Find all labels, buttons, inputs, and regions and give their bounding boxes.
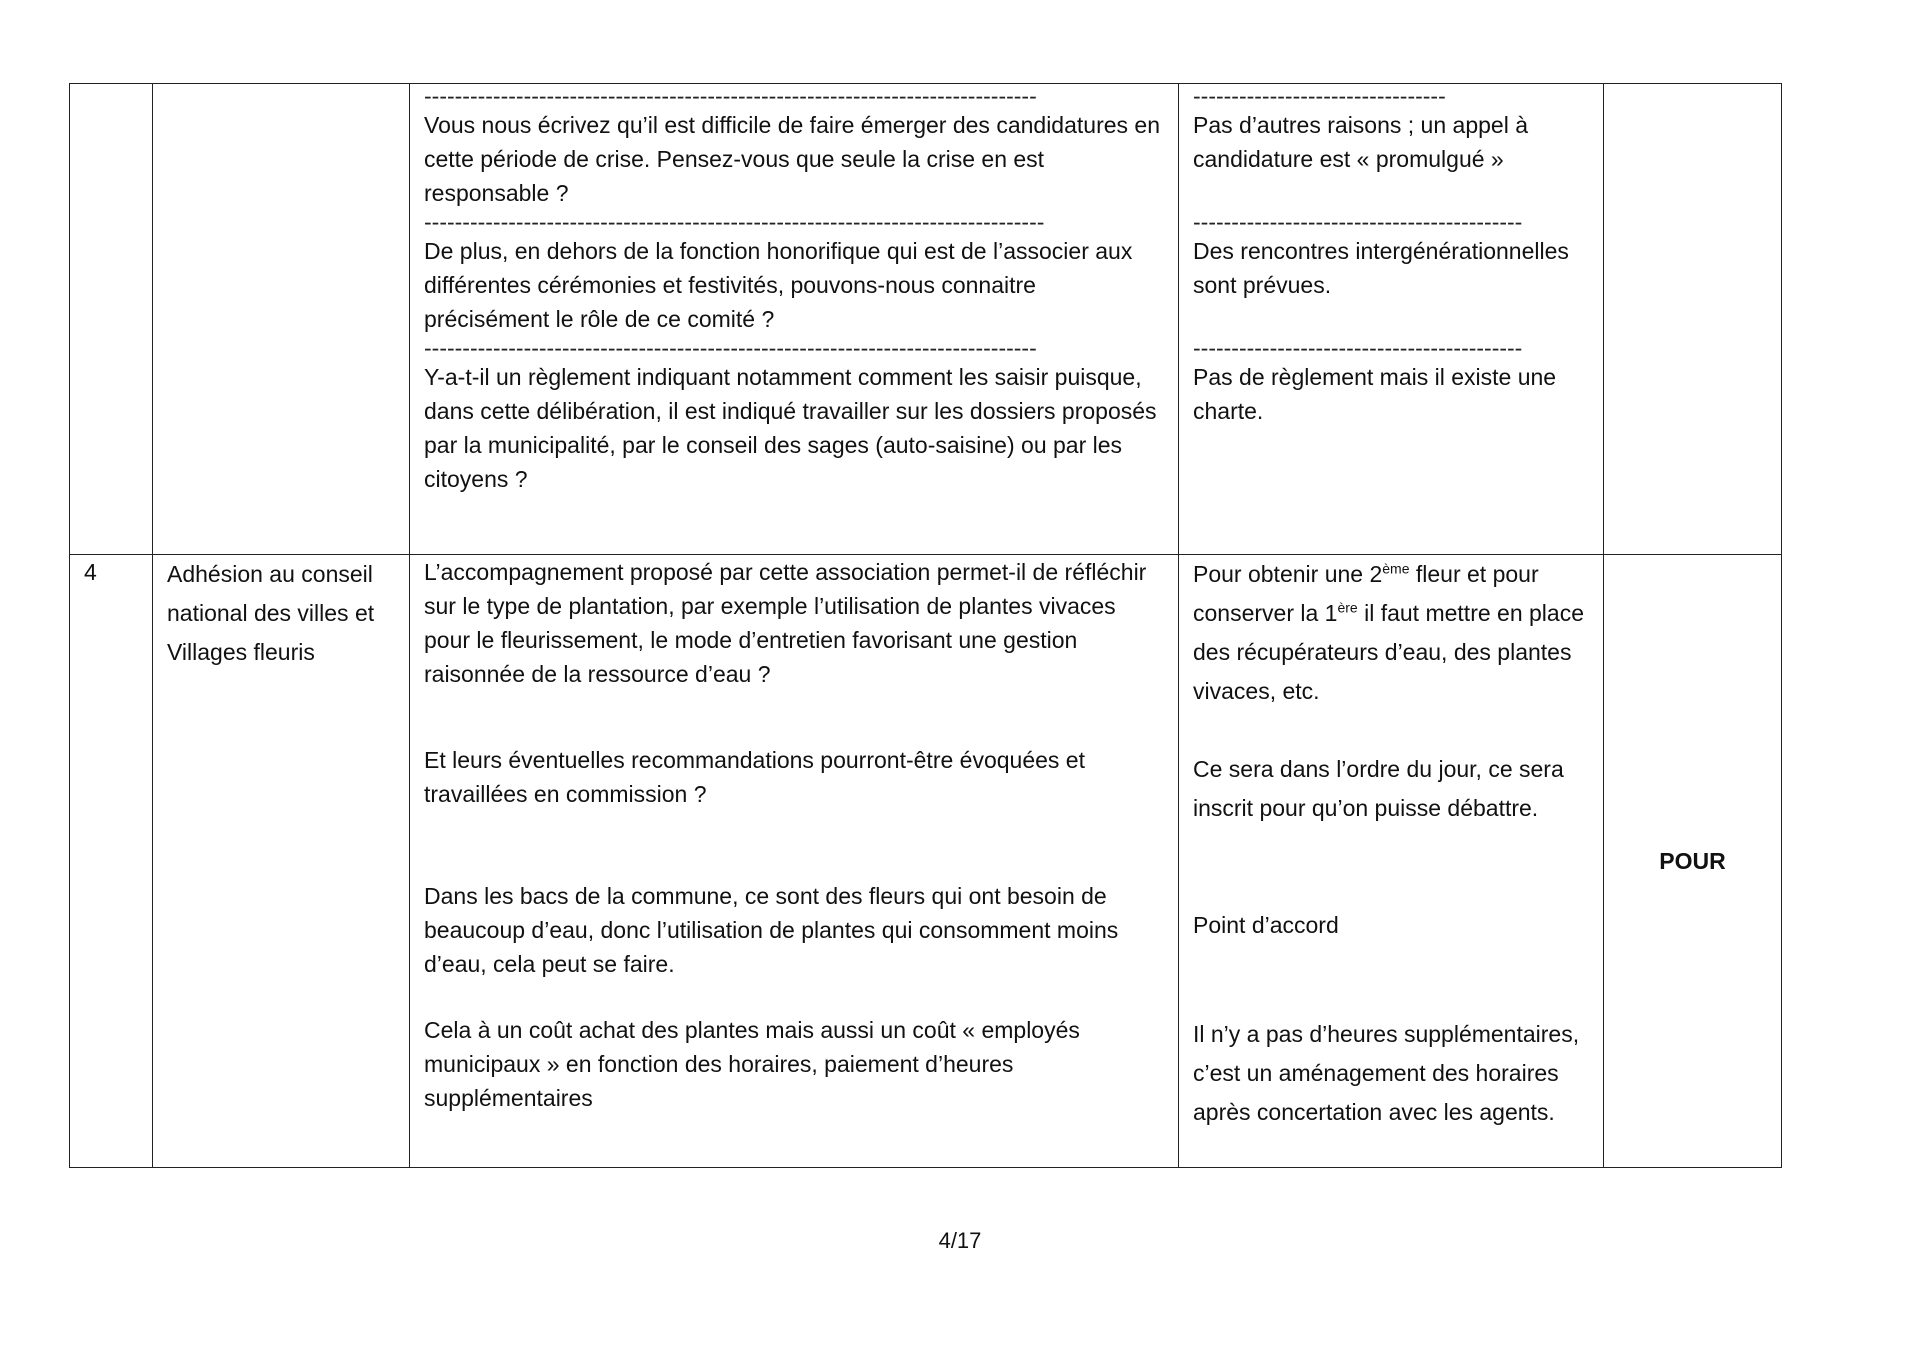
separator-line: ------------------------------------------- xyxy=(1193,336,1523,360)
answer-text: Pour obtenir une 2ème fleur et pour conserver la 1ère il faut mettre en place des récupérateurs d’eau, des plantes vivaces, etc. xyxy=(1193,560,1584,704)
question-text: L’accompagnement proposé par cette association permet-il de réfléchir sur le type de plantation, par exemple l’utilisation de plantes vivaces pour le fleurissement, le mode d’entretien favorisant une gestion raisonnée de la ressource d’eau ? xyxy=(424,559,1147,687)
question-text: Cela à un coût achat des plantes mais aussi un coût « employés municipaux » en fonction des horaires, paiement d’heures supplémentaires xyxy=(424,1017,1080,1111)
separator-line: -------------------------------------------------------------------------------- xyxy=(424,336,1037,360)
deliberation-table xyxy=(69,83,1782,1168)
item-number-cell xyxy=(70,84,153,555)
questions-cell xyxy=(410,84,1179,555)
question-text: De plus, en dehors de la fonction honorifique qui est de l’associer aux différentes cérémonies et festivités, pouvons-nous connaitre précisément le rôle de ce comité ? xyxy=(424,238,1133,332)
answer-text: Pas d’autres raisons ; un appel à candidature est « promulgué » xyxy=(1193,112,1528,172)
questions-cell xyxy=(410,555,1179,1168)
answer-text: Des rencontres intergénérationnelles sont prévues. xyxy=(1193,238,1569,298)
separator-line: --------------------------------- xyxy=(1193,84,1446,108)
answer-text: Pas de règlement mais il existe une charte. xyxy=(1193,364,1557,424)
question-text: Dans les bacs de la commune, ce sont des fleurs qui ont besoin de beaucoup d’eau, donc l’utilisation de plantes qui consomment moins d’eau, cela peut se faire. xyxy=(424,883,1119,977)
subject-cell xyxy=(153,555,410,1168)
separator-line: -------------------------------------------------------------------------------- xyxy=(424,84,1037,108)
item-number: 4 xyxy=(84,559,97,585)
vote-cell xyxy=(1604,555,1782,1168)
question-text: Et leurs éventuelles recommandations pourront-être évoquées et travaillées en commission ? xyxy=(424,747,1085,807)
subject-cell xyxy=(153,84,410,555)
table-row xyxy=(70,84,1782,555)
answers-cell xyxy=(1179,84,1604,555)
separator-line: ------------------------------------------- xyxy=(1193,210,1523,234)
table-row xyxy=(70,555,1782,1168)
item-subject: Adhésion au conseil national des villes et Villages fleuris xyxy=(167,561,375,665)
question-text: Y-a-t-il un règlement indiquant notamment comment les saisir puisque, dans cette délibération, il est indiqué travailler sur les dossiers proposés par la municipalité, par le conseil des sages (auto-saisine) ou par les citoyens ? xyxy=(424,364,1157,492)
answer-text: Point d’accord xyxy=(1193,912,1339,938)
question-text: Vous nous écrivez qu’il est difficile de faire émerger des candidatures en cette période de crise. Pensez-vous que seule la crise en est responsable ? xyxy=(424,112,1160,206)
vote-result: POUR xyxy=(1659,848,1726,874)
vote-cell xyxy=(1604,84,1782,555)
answer-text: Ce sera dans l’ordre du jour, ce sera inscrit pour qu’on puisse débattre. xyxy=(1193,756,1564,821)
answers-cell xyxy=(1179,555,1604,1168)
answer-text: Il n’y a pas d’heures supplémentaires, c’est un aménagement des horaires après concertation avec les agents. xyxy=(1193,1021,1580,1125)
page-number: 4/17 xyxy=(938,1228,982,1253)
separator-line: --------------------------------------------------------------------------------- xyxy=(424,210,1045,234)
item-number-cell xyxy=(70,555,153,1168)
